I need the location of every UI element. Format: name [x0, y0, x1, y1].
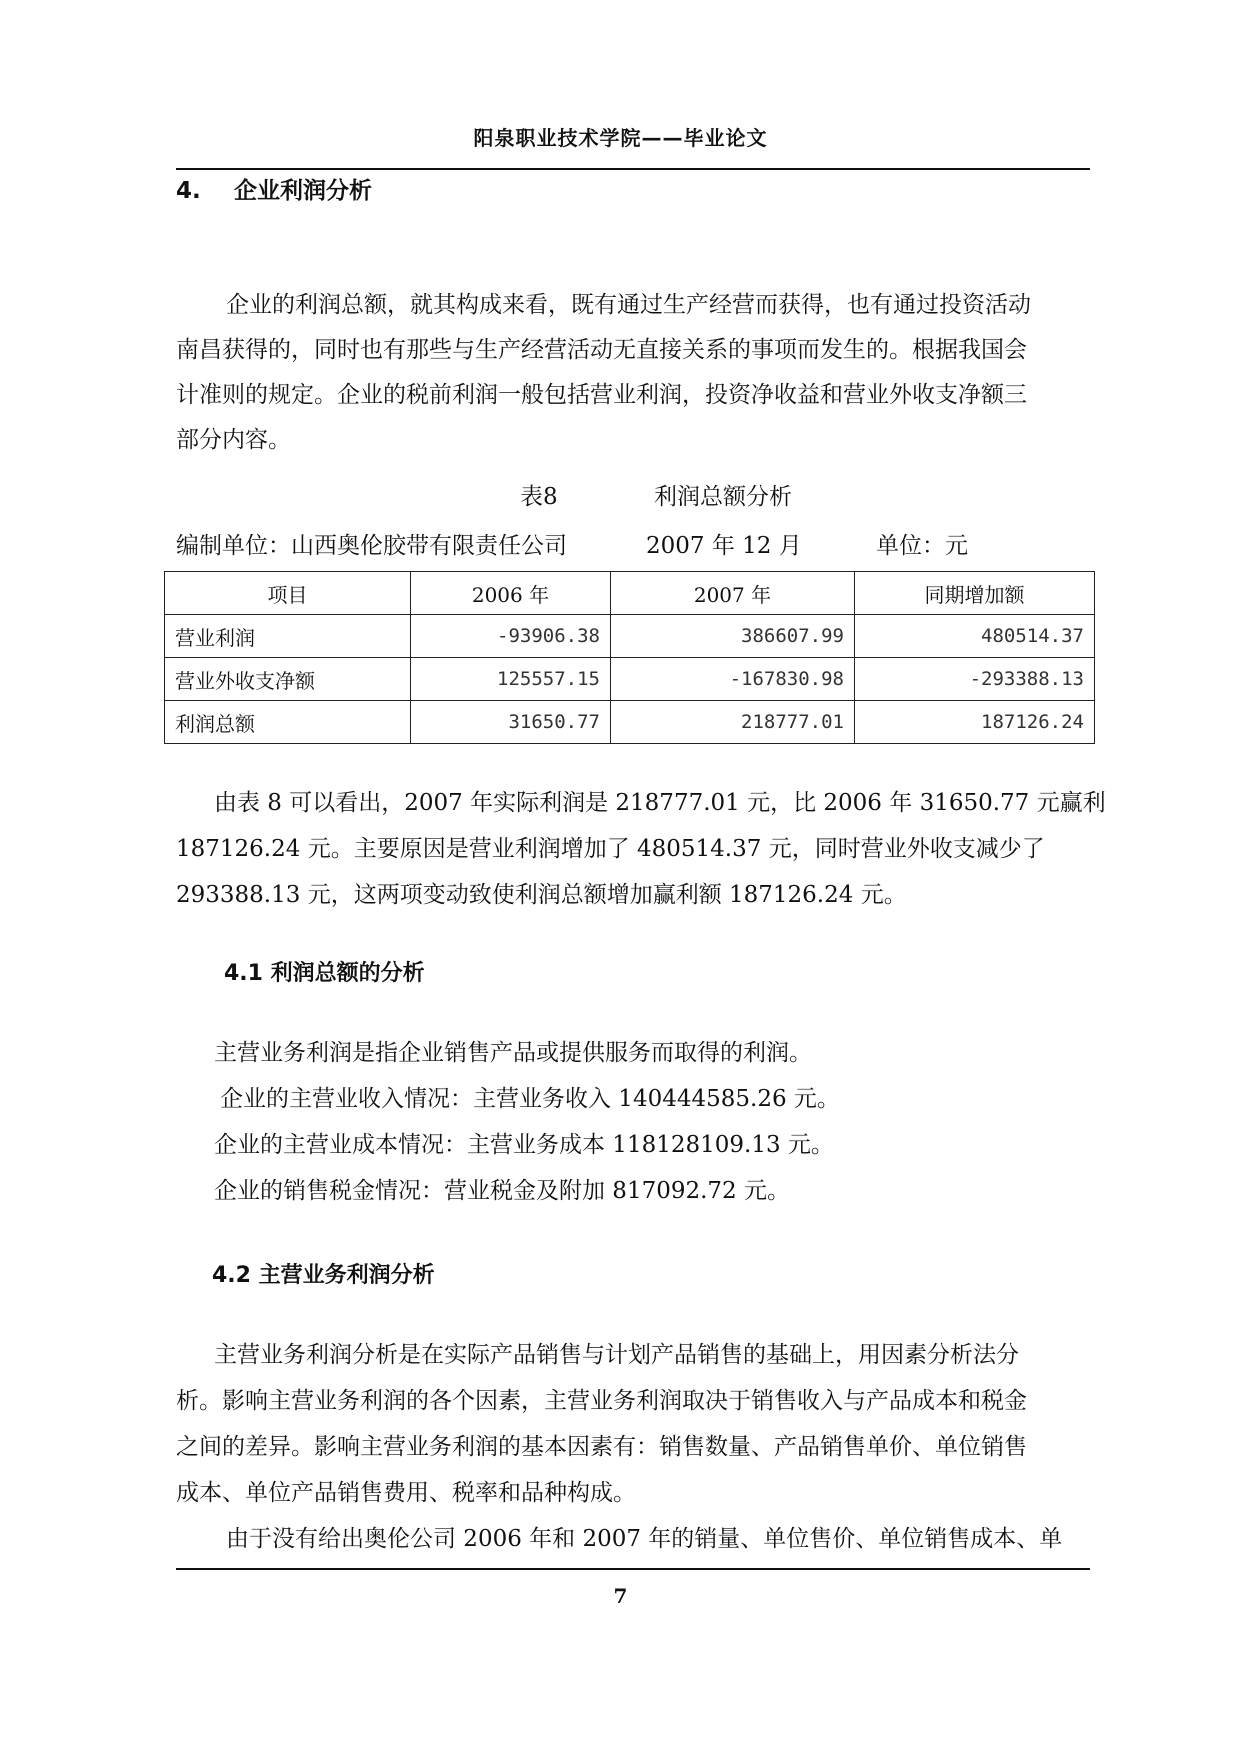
running-header-title: 阳泉职业技术学院——毕业论文: [473, 126, 768, 150]
section-4-1-heading: 4.1 利润总额的分析: [224, 961, 425, 986]
s41-line-3: 企业的主营业成本情况：主营业务成本 118128109.13 元。: [214, 1132, 834, 1158]
col-header-2007: 2007 年: [611, 572, 855, 615]
table-caption-number: 表8: [520, 484, 558, 510]
row-label: 利润总额: [165, 701, 411, 744]
cell-change: 187126.24: [855, 701, 1095, 744]
header-rule: [176, 168, 1090, 170]
row-label: 营业外收支净额: [165, 658, 411, 701]
section-4-2-heading: 4.2 主营业务利润分析: [212, 1263, 435, 1288]
footer-rule: [176, 1568, 1090, 1570]
intro-line-1: 企业的利润总额，就其构成来看，既有通过生产经营而获得，也有通过投资活动: [226, 292, 1031, 318]
page-number: 7: [613, 1584, 628, 1608]
s41-line-4: 企业的销售税金情况：营业税金及附加 817092.72 元。: [214, 1178, 790, 1204]
cell-change: -293388.13: [855, 658, 1095, 701]
table-row: [165, 658, 1095, 701]
table-unit: 单位：元: [876, 533, 968, 559]
intro-line-3: 计准则的规定。企业的税前利润一般包括营业利润，投资净收益和营业外收支净额三: [176, 382, 1027, 408]
cell-2006: -93906.38: [411, 615, 611, 658]
intro-line-4: 部分内容。: [176, 427, 291, 453]
profit-analysis-table: [164, 571, 1095, 744]
section-title: 企业利润分析: [234, 178, 373, 204]
cell-2007: 386607.99: [611, 615, 855, 658]
table-row: [165, 701, 1095, 744]
s42-line-5: 由于没有给出奥伦公司 2006 年和 2007 年的销量、单位售价、单位销售成本、单: [226, 1526, 1063, 1552]
s41-line-2: 企业的主营业收入情况：主营业务收入 140444585.26 元。: [220, 1086, 840, 1112]
s42-line-2: 析。影响主营业务利润的各个因素，主营业务利润取决于销售收入与产品成本和税金: [176, 1388, 1027, 1414]
intro-line-2: 南昌获得的，同时也有那些与生产经营活动无直接关系的事项而发生的。根据我国会: [176, 337, 1027, 363]
col-header-2006: 2006 年: [411, 572, 611, 615]
cell-2007: -167830.98: [611, 658, 855, 701]
cell-2006: 31650.77: [411, 701, 611, 744]
table-caption-title: 利润总额分析: [654, 484, 792, 510]
s42-line-1: 主营业务利润分析是在实际产品销售与计划产品销售的基础上，用因素分析法分: [214, 1342, 1019, 1368]
cell-2007: 218777.01: [611, 701, 855, 744]
col-header-item: 项目: [165, 572, 411, 615]
analysis-line-3: 293388.13 元，这两项变动致使利润总额增加赢利额 187126.24 元。: [176, 882, 907, 908]
s41-line-1: 主营业务利润是指企业销售产品或提供服务而取得的利润。: [214, 1040, 812, 1066]
table-date: 2007 年 12 月: [646, 533, 802, 559]
analysis-line-2: 187126.24 元。主要原因是营业利润增加了 480514.37 元，同时营业外收支减少了: [176, 836, 1045, 862]
col-header-change: 同期增加额: [855, 572, 1095, 615]
row-label: 营业利润: [165, 615, 411, 658]
s42-line-3: 之间的差异。影响主营业务利润的基本因素有：销售数量、产品销售单价、单位销售: [176, 1434, 1027, 1460]
s42-line-4: 成本、单位产品销售费用、税率和品种构成。: [176, 1480, 636, 1506]
cell-2006: 125557.15: [411, 658, 611, 701]
table-org: 编制单位：山西奥伦胶带有限责任公司: [176, 533, 567, 559]
section-number: 4.: [176, 178, 201, 204]
section-4-heading: [176, 172, 372, 205]
table-row: [165, 615, 1095, 658]
cell-change: 480514.37: [855, 615, 1095, 658]
analysis-line-1: 由表 8 可以看出，2007 年实际利润是 218777.01 元，比 2006 年 31650.77 元赢利: [214, 790, 1106, 816]
table-header-row: [165, 572, 1095, 615]
